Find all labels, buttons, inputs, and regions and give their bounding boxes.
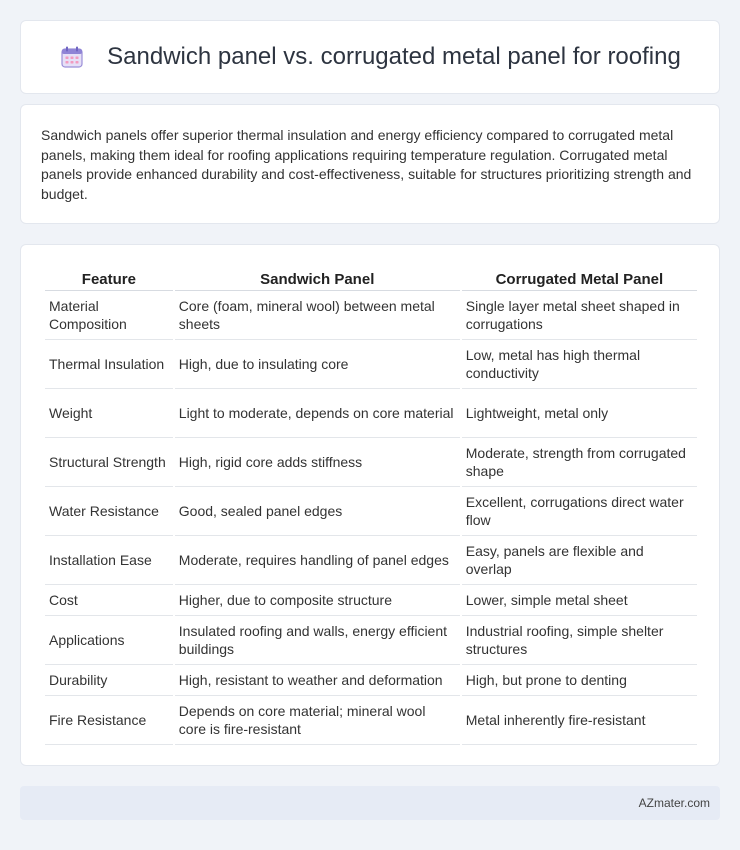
- cell-sandwich: Light to moderate, depends on core material: [175, 389, 460, 438]
- cell-corrugated: Metal inherently fire-resistant: [462, 696, 697, 745]
- cell-feature: Fire Resistance: [45, 696, 173, 745]
- footer-brand-link[interactable]: AZmater.com: [638, 796, 710, 810]
- cell-corrugated: Low, metal has high thermal conductivity: [462, 340, 697, 389]
- cell-corrugated: Lower, simple metal sheet: [462, 585, 697, 616]
- header-sandwich-panel: Sandwich Panel: [175, 265, 460, 291]
- cell-feature: Weight: [45, 389, 173, 438]
- summary-text: Sandwich panels offer superior thermal insulation and energy efficiency compared to corrugated metal panels, making them ideal for roofing applications requiring temperature regulation. Corrugated metal panels provide enhanced durability and cost-effectiveness, suitable for structures prioritizing strength and budget.: [41, 127, 692, 202]
- cell-feature: Material Composition: [45, 291, 173, 340]
- table-row: [45, 696, 697, 745]
- table-row: [45, 438, 697, 487]
- cell-sandwich: Core (foam, mineral wool) between metal sheets: [175, 291, 460, 340]
- footer: [20, 786, 720, 820]
- cell-sandwich: Higher, due to composite structure: [175, 585, 460, 616]
- comparison-table: [43, 265, 699, 745]
- table-row: [45, 665, 697, 696]
- table-row: [45, 536, 697, 585]
- table-row: [45, 389, 697, 438]
- table-row: [45, 487, 697, 536]
- cell-sandwich: High, rigid core adds stiffness: [175, 438, 460, 487]
- cell-sandwich: High, resistant to weather and deformation: [175, 665, 460, 696]
- table-header-row: [45, 265, 697, 291]
- table-row: [45, 291, 697, 340]
- cell-feature: Structural Strength: [45, 438, 173, 487]
- header-feature: Feature: [45, 265, 173, 291]
- cell-corrugated: Single layer metal sheet shaped in corrugations: [462, 291, 697, 340]
- cell-corrugated: Easy, panels are flexible and overlap: [462, 536, 697, 585]
- cell-sandwich: High, due to insulating core: [175, 340, 460, 389]
- comparison-table-card: [20, 244, 720, 766]
- cell-sandwich: Moderate, requires handling of panel edges: [175, 536, 460, 585]
- title-card: [20, 20, 720, 94]
- cell-feature: Cost: [45, 585, 173, 616]
- table-row: [45, 616, 697, 665]
- table-row: [45, 340, 697, 389]
- cell-feature: Applications: [45, 616, 173, 665]
- cell-sandwich: Insulated roofing and walls, energy efficient buildings: [175, 616, 460, 665]
- cell-feature: Durability: [45, 665, 173, 696]
- calendar-icon: [59, 44, 85, 70]
- cell-corrugated: Moderate, strength from corrugated shape: [462, 438, 697, 487]
- cell-sandwich: Good, sealed panel edges: [175, 487, 460, 536]
- page-title: Sandwich panel vs. corrugated metal panel for roofing: [107, 43, 681, 70]
- cell-feature: Installation Ease: [45, 536, 173, 585]
- cell-corrugated: High, but prone to denting: [462, 665, 697, 696]
- header-corrugated-metal-panel: Corrugated Metal Panel: [462, 265, 697, 291]
- summary-card: [20, 104, 720, 224]
- cell-corrugated: Industrial roofing, simple shelter structures: [462, 616, 697, 665]
- cell-corrugated: Excellent, corrugations direct water flow: [462, 487, 697, 536]
- table-row: [45, 585, 697, 616]
- cell-feature: Thermal Insulation: [45, 340, 173, 389]
- cell-corrugated: Lightweight, metal only: [462, 389, 697, 438]
- cell-sandwich: Depends on core material; mineral wool core is fire-resistant: [175, 696, 460, 745]
- cell-feature: Water Resistance: [45, 487, 173, 536]
